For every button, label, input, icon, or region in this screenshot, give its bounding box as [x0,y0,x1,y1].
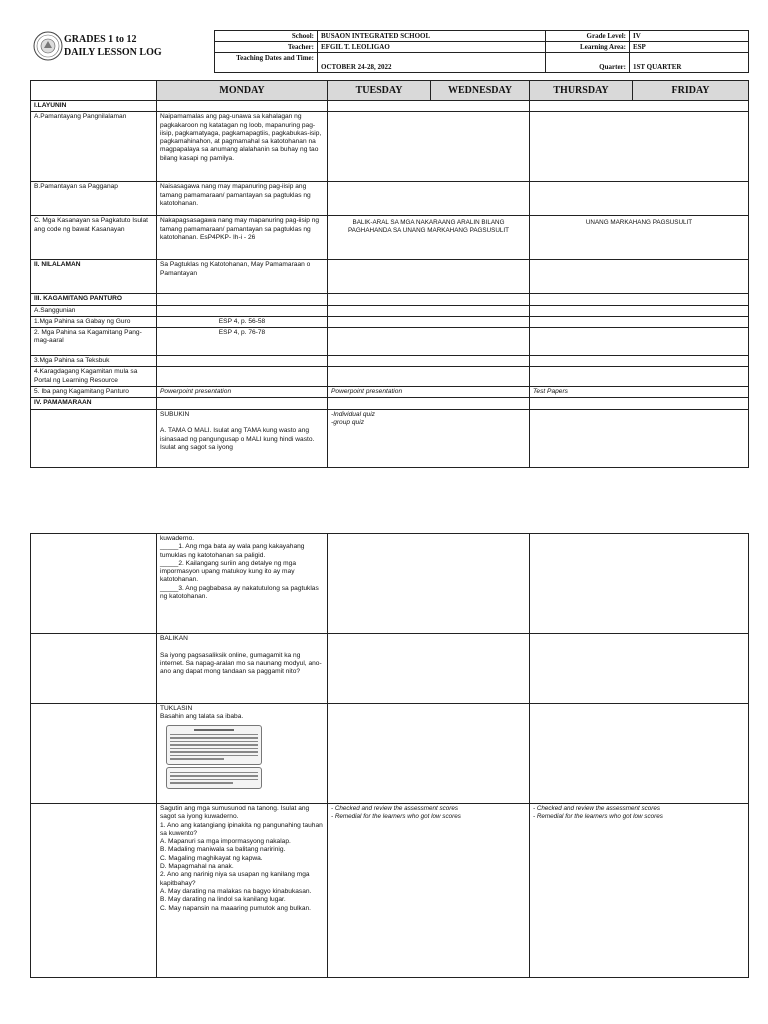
quarter-value: 1ST QUARTER [630,53,749,73]
kuwaderno-monday: kuwaderno. _____1. Ang mga bata ay wala pang kakayahang tumuklas ng katotohanan sa paligid. _____2. Kailangang suriin ang detalye ng mga impormasyon upang matukoy kung ito ay may katotohanan. _____3. Ang pagbabasa ay nakatutulong sa pagtuklas ng katotohanan. [157,534,328,634]
area-value: ESP [630,42,749,53]
teacher-value: EFGIL T. LEOLIGAO [318,42,546,53]
day-tuesday: TUESDAY [328,81,431,101]
tuklasin-text: Basahin ang talata sa ibaba. [160,713,244,721]
kasanayan-tue-wed: BALIK-ARAL SA MGA NAKARAANG ARALIN BILANG PAGHAHANDA SA UNANG MARKAHANG PAGSUSULIT [328,216,530,260]
tuklasin-monday [157,704,328,804]
lesson-plan-table [30,80,749,468]
kasanayan-thu-fri: UNANG MARKAHANG PAGSUSULIT [530,216,749,260]
school-value: BUSAON INTEGRATED SCHOOL [318,31,546,42]
sagutin-thursday: - Checked and review the assessment scores - Remedial for the learners who got low scores [530,804,749,978]
title-grades: GRADES 1 to 12 [64,34,137,45]
header-info-table [214,30,749,73]
story-passage-image [166,725,262,789]
pagganap-monday: Naisasagawa nang may mapanuring pag-iisip ang tamang pamamaraan/ pamantayan sa pagtuklas ng katotohanan. [157,182,328,216]
iba-monday: Powerpoint presentation [157,387,328,398]
row-sanggunian-label: A.Sanggunian [31,305,157,316]
row-nilalaman-label: II. NILALAMAN [31,260,157,294]
subukin-tuesday: -Individual quiz -group quiz [328,409,530,467]
school-label: School: [215,31,318,42]
row-iba-label: 5. Iba pang Kagamitang Panturo [31,387,157,398]
day-thursday: THURSDAY [530,81,633,101]
grade-label: Grade Level: [546,31,630,42]
row-kasanayan-label: C. Mga Kasanayan sa Pagkatuto Isulat ang code ng bawat Kasanayan [31,216,157,260]
sagutin-monday: Sagutin ang mga sumusunod na tanong. Isulat ang sagot sa iyong kuwaderno. 1. Ano ang katangiang ipinakita ng pangunahing tauhan sa kuwento? A. Mapanuri sa mga impormasyong nakalap. B. Madaling maniwala sa balitang naririnig. C. Magaling maghikayat ng kapwa. D. Mapagmahal na anak. 2. Ano ang narinig niya sa usapan ng kanilang mga kapitbahay? A. May darating na malakas na bagyo kinabukasan. B. May darating na lindol sa kanilang lugar. C. May napansin na maaaring pumutok ang bulkan. [157,804,328,978]
row-gabay-label: 1.Mga Pahina sa Gabay ng Guro [31,316,157,327]
row-teksbuk-label: 3.Mga Pahina sa Teksbuk [31,356,157,367]
row-kagamitang-label: 2. Mga Pahina sa Kagamitang Pang- mag-aaral [31,328,157,356]
kagamitang-monday: ESP 4, p. 76-78 [157,328,328,356]
balikan-monday: BALIKAN Sa iyong pagsasaliksik online, gumagamit ka ng internet. Sa napag-aralan mo sa naunang modyul, ano-ano ang dapat mong tandaan sa paggamit nito? [157,634,328,704]
deped-seal-logo [33,31,63,61]
dates-value: OCTOBER 24-28, 2022 [318,53,546,73]
day-friday: FRIDAY [633,81,749,101]
row-pamamaraan-label: IV. PAMAMARAAN [31,398,157,409]
iba-thursday: Test Papers [530,387,749,398]
pamantayang-monday: Naipamamalas ang pag-unawa sa kahalagan ng pagkakaroon ng katatagan ng loob, mapanuring pag-iisip, pagkamatyaga, pagkamapagtiis, pagkabukas-isip, pagkamahinahon, at pagmamahal sa katotohanan na magpapalaya sa anumang alalahanin sa buhay ng tao bilang kasapi ng pamilya. [157,112,328,182]
grade-value: IV [630,31,749,42]
row-layunin: I.LAYUNIN [31,101,157,112]
subukin-monday: SUBUKIN A. TAMA O MALI. Isulat ang TAMA kung wasto ang isinasaad ng pangungusap o MALI kung hindi wasto. Isulat ang sagot sa iyong [157,409,328,467]
day-wednesday: WEDNESDAY [431,81,530,101]
dates-label: Teaching Dates and Time: [215,53,318,73]
tuklasin-title: TUKLASIN [160,705,193,712]
row-kagamitan-label: III. KAGAMITANG PANTURO [31,294,157,305]
day-monday: MONDAY [157,81,328,101]
kasanayan-monday: Nakapagsasagawa nang may mapanuring pag-iisip ng tamang pamamaraan/ pamantayan sa pagtuklas ng katotohanan. EsP4PKP- Ih-i - 26 [157,216,328,260]
nilalaman-monday: Sa Pagtuklas ng Katotohanan, May Pamamaraan o Pamantayan [157,260,328,294]
row-karagdagang-label: 4.Karagdagang Kagamitan mula sa Portal ng Learning Resource [31,367,157,387]
iba-tuesday: Powerpoint presentation [328,387,530,398]
area-label: Learning Area: [546,42,630,53]
lesson-log-title [64,33,162,59]
quarter-label: Quarter: [546,53,630,73]
row-pagganap-label: B.Pamantayan sa Pagganap [31,182,157,216]
lesson-plan-table-page2 [30,533,749,978]
title-dll: DAILY LESSON LOG [64,47,162,58]
gabay-monday: ESP 4, p. 56-58 [157,316,328,327]
sagutin-tuesday: - Checked and review the assessment scores - Remedial for the learners who got low scores [328,804,530,978]
teacher-label: Teacher: [215,42,318,53]
row-pamantayang-label: A.Pamantayang Pangnilalaman [31,112,157,182]
